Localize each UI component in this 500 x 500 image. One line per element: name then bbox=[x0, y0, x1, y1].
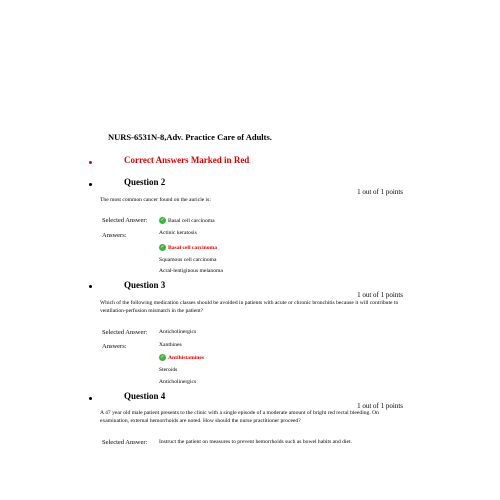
check-icon: ✓ bbox=[160, 244, 165, 250]
question-points: 1 out of 1 points bbox=[357, 402, 403, 410]
answer-option-text: Basal cell carcinoma bbox=[168, 244, 217, 251]
answer-option: Steroids bbox=[159, 367, 178, 373]
answer-option: Squamous cell carcinoma bbox=[159, 257, 217, 263]
answer-option-correct bbox=[159, 354, 204, 361]
question-text: Which of the following medication classes should be avoided in patients with acute or chronic bronchitis because it will contribute to ventilation-perfusion mismatch in the patient? bbox=[100, 300, 399, 314]
question-heading: Question 2 bbox=[124, 177, 166, 187]
selected-answer-text: Anticholinergics bbox=[159, 329, 197, 335]
answers-label: Answers: bbox=[102, 343, 127, 350]
legend-text: Correct Answers Marked in Red bbox=[124, 155, 250, 165]
bullet-icon bbox=[89, 183, 92, 186]
answer-option: Xanthines bbox=[159, 342, 182, 348]
selected-answer-label: Selected Answer: bbox=[102, 329, 148, 336]
bullet-icon bbox=[89, 285, 92, 288]
answers-label: Answers: bbox=[102, 232, 127, 239]
selected-answer-text: Basal cell carcinoma bbox=[168, 217, 215, 224]
selected-answer bbox=[159, 217, 215, 224]
course-title: NURS-6531N-8,Adv. Practice Care of Adults. bbox=[108, 132, 272, 142]
question-points: 1 out of 1 points bbox=[357, 291, 403, 299]
question-heading: Question 4 bbox=[124, 391, 166, 401]
question-points: 1 out of 1 points bbox=[357, 188, 403, 196]
bullet-icon bbox=[89, 397, 92, 400]
answer-option-correct bbox=[159, 244, 217, 251]
answer-option: Anticholinergics bbox=[159, 379, 197, 385]
answer-option: Acral-lentiginous melanoma bbox=[159, 268, 223, 274]
answer-option-text: Antihistamines bbox=[168, 354, 205, 361]
question-heading: Question 3 bbox=[124, 280, 166, 290]
selected-answer-label: Selected Answer: bbox=[102, 439, 148, 446]
answer-option: Actinic keratosis bbox=[159, 230, 197, 236]
question-text: A 47 year old male patient presents to the clinic with a single episode of a moderate amount of bright red rectal bleeding. On examination, external hemorrhoids are noted. How should the nurse practitioner proceed? bbox=[100, 410, 379, 424]
selected-answer-text: Instruct the patient on measures to prevent hemorrhoids such as bowel habits and diet. bbox=[159, 439, 352, 445]
check-icon: ✓ bbox=[160, 217, 165, 223]
selected-answer-label: Selected Answer: bbox=[102, 217, 148, 224]
bullet-icon bbox=[89, 161, 92, 164]
check-icon: ✓ bbox=[160, 354, 165, 360]
question-text: The most common cancer found on the auricle is: bbox=[100, 197, 211, 203]
